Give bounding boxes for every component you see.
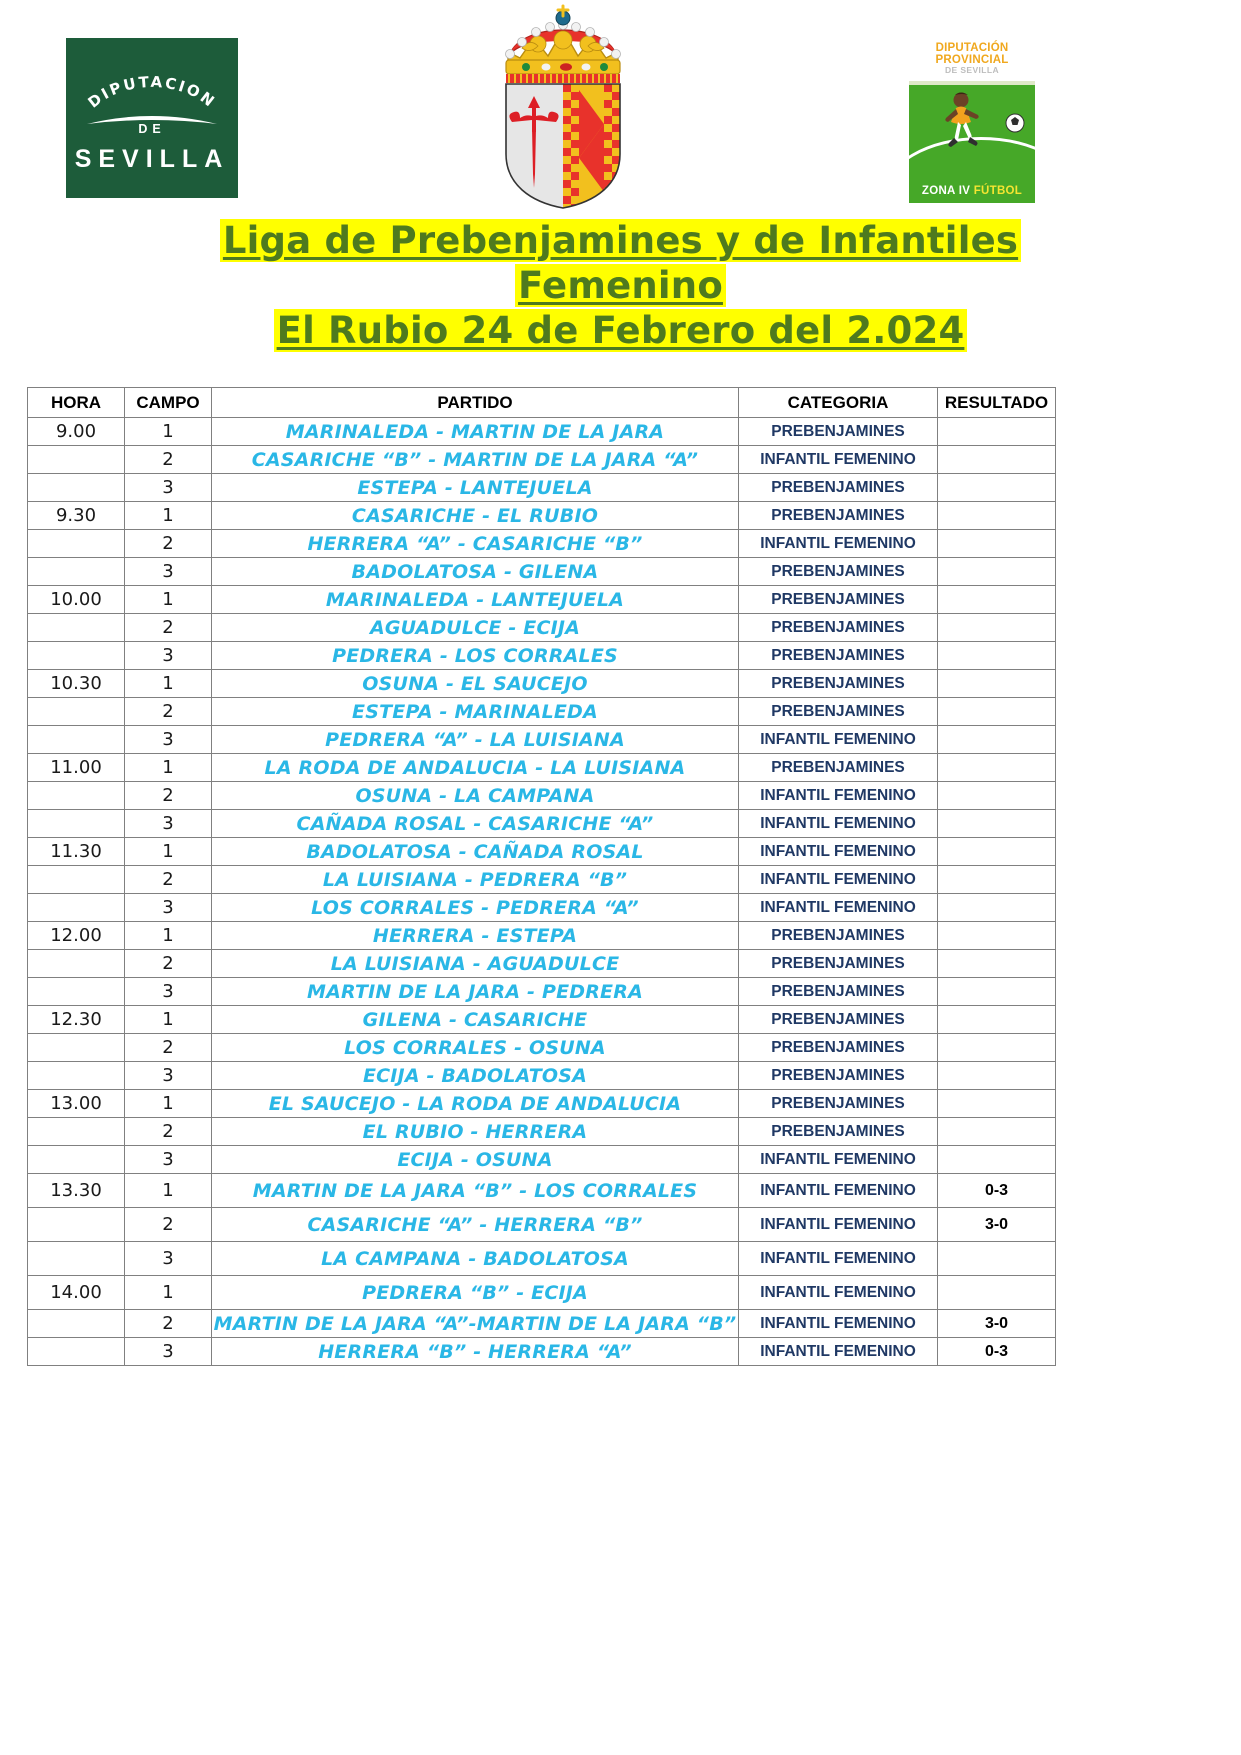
cell-hora bbox=[28, 894, 125, 922]
cell-partido: AGUADULCE - ECIJA bbox=[212, 614, 739, 642]
cell-resultado bbox=[938, 614, 1056, 642]
zona-header-text bbox=[898, 42, 1046, 75]
table-row bbox=[28, 838, 1056, 866]
table-row bbox=[28, 446, 1056, 474]
cell-categoria: PREBENJAMINES bbox=[739, 670, 938, 698]
title-line-1 bbox=[0, 218, 1241, 263]
cell-partido: ESTEPA - MARINALEDA bbox=[212, 698, 739, 726]
cell-hora bbox=[28, 810, 125, 838]
cell-campo: 3 bbox=[125, 1062, 212, 1090]
header-logos bbox=[0, 0, 1241, 212]
table-row bbox=[28, 978, 1056, 1006]
cell-campo: 1 bbox=[125, 1006, 212, 1034]
cell-partido: LA CAMPANA - BADOLATOSA bbox=[212, 1242, 739, 1276]
cell-partido: LOS CORRALES - PEDRERA “A” bbox=[212, 894, 739, 922]
cell-resultado bbox=[938, 1006, 1056, 1034]
table-row bbox=[28, 1242, 1056, 1276]
cell-categoria: INFANTIL FEMENINO bbox=[739, 726, 938, 754]
cell-campo: 1 bbox=[125, 670, 212, 698]
cell-campo: 3 bbox=[125, 1242, 212, 1276]
cell-partido: MARTIN DE LA JARA “B” - LOS CORRALES bbox=[212, 1174, 739, 1208]
player-icon bbox=[935, 91, 993, 153]
cell-hora bbox=[28, 726, 125, 754]
cell-campo: 3 bbox=[125, 474, 212, 502]
zona-iv-futbol-logo bbox=[898, 42, 1046, 200]
cell-campo: 2 bbox=[125, 950, 212, 978]
cell-categoria: PREBENJAMINES bbox=[739, 754, 938, 782]
cell-resultado bbox=[938, 838, 1056, 866]
column-header-hora: HORA bbox=[28, 388, 125, 418]
cell-hora: 10.00 bbox=[28, 586, 125, 614]
cell-hora bbox=[28, 866, 125, 894]
table-row bbox=[28, 530, 1056, 558]
cell-hora: 10.30 bbox=[28, 670, 125, 698]
cell-partido: LA LUISIANA - PEDRERA “B” bbox=[212, 866, 739, 894]
table-row bbox=[28, 1310, 1056, 1338]
cell-categoria: INFANTIL FEMENINO bbox=[739, 894, 938, 922]
cell-campo: 3 bbox=[125, 558, 212, 586]
table-row bbox=[28, 1034, 1056, 1062]
cell-categoria: PREBENJAMINES bbox=[739, 1090, 938, 1118]
cell-resultado bbox=[938, 726, 1056, 754]
table-row bbox=[28, 810, 1056, 838]
cell-hora bbox=[28, 474, 125, 502]
cell-resultado bbox=[938, 1062, 1056, 1090]
cell-resultado bbox=[938, 474, 1056, 502]
cell-resultado bbox=[938, 1146, 1056, 1174]
cell-partido: ECIJA - OSUNA bbox=[212, 1146, 739, 1174]
cell-resultado bbox=[938, 1090, 1056, 1118]
cell-partido: MARTIN DE LA JARA - PEDRERA bbox=[212, 978, 739, 1006]
cell-partido: LA LUISIANA - AGUADULCE bbox=[212, 950, 739, 978]
cell-hora: 12.00 bbox=[28, 922, 125, 950]
cell-partido: OSUNA - LA CAMPANA bbox=[212, 782, 739, 810]
cell-partido: CASARICHE “B” - MARTIN DE LA JARA “A” bbox=[212, 446, 739, 474]
cell-partido: ECIJA - BADOLATOSA bbox=[212, 1062, 739, 1090]
table-row bbox=[28, 866, 1056, 894]
cell-resultado bbox=[938, 978, 1056, 1006]
table-row bbox=[28, 1338, 1056, 1366]
cell-resultado bbox=[938, 1034, 1056, 1062]
cell-campo: 2 bbox=[125, 1310, 212, 1338]
cell-hora: 9.00 bbox=[28, 418, 125, 446]
table-row bbox=[28, 1146, 1056, 1174]
cell-categoria: PREBENJAMINES bbox=[739, 1118, 938, 1146]
cell-categoria: PREBENJAMINES bbox=[739, 418, 938, 446]
cell-campo: 3 bbox=[125, 1338, 212, 1366]
table-row bbox=[28, 474, 1056, 502]
cell-hora: 14.00 bbox=[28, 1276, 125, 1310]
cell-categoria: INFANTIL FEMENINO bbox=[739, 1276, 938, 1310]
table-row bbox=[28, 586, 1056, 614]
cell-hora bbox=[28, 950, 125, 978]
cell-campo: 1 bbox=[125, 502, 212, 530]
cell-campo: 2 bbox=[125, 614, 212, 642]
cell-categoria: INFANTIL FEMENINO bbox=[739, 1208, 938, 1242]
cell-resultado bbox=[938, 810, 1056, 838]
cell-resultado bbox=[938, 446, 1056, 474]
cell-resultado bbox=[938, 1276, 1056, 1310]
cell-categoria: PREBENJAMINES bbox=[739, 614, 938, 642]
cell-campo: 1 bbox=[125, 1174, 212, 1208]
cell-categoria: INFANTIL FEMENINO bbox=[739, 866, 938, 894]
table-row bbox=[28, 502, 1056, 530]
cell-categoria: PREBENJAMINES bbox=[739, 1062, 938, 1090]
cell-resultado bbox=[938, 418, 1056, 446]
coat-of-arms-icon bbox=[478, 4, 648, 210]
cell-partido: HERRERA “B” - HERRERA “A” bbox=[212, 1338, 739, 1366]
table-row bbox=[28, 894, 1056, 922]
title-line-2-text: Femenino bbox=[515, 264, 726, 307]
cell-categoria: PREBENJAMINES bbox=[739, 474, 938, 502]
cell-hora bbox=[28, 446, 125, 474]
cell-hora bbox=[28, 1062, 125, 1090]
cell-categoria: INFANTIL FEMENINO bbox=[739, 446, 938, 474]
cell-categoria: INFANTIL FEMENINO bbox=[739, 810, 938, 838]
table-body bbox=[28, 418, 1056, 1366]
cell-partido: GILENA - CASARICHE bbox=[212, 1006, 739, 1034]
cell-resultado bbox=[938, 530, 1056, 558]
cell-campo: 2 bbox=[125, 866, 212, 894]
column-header-campo: CAMPO bbox=[125, 388, 212, 418]
cell-campo: 3 bbox=[125, 726, 212, 754]
cell-partido: EL RUBIO - HERRERA bbox=[212, 1118, 739, 1146]
cell-hora bbox=[28, 978, 125, 1006]
cell-hora bbox=[28, 642, 125, 670]
cell-campo: 3 bbox=[125, 642, 212, 670]
cell-resultado bbox=[938, 642, 1056, 670]
cell-partido: MARINALEDA - MARTIN DE LA JARA bbox=[212, 418, 739, 446]
cell-resultado bbox=[938, 698, 1056, 726]
title-line-3-text: El Rubio 24 de Febrero del 2.024 bbox=[274, 309, 968, 352]
cell-categoria: PREBENJAMINES bbox=[739, 698, 938, 726]
soccer-ball-icon bbox=[1005, 113, 1025, 133]
cell-partido: LOS CORRALES - OSUNA bbox=[212, 1034, 739, 1062]
cell-partido: OSUNA - EL SAUCEJO bbox=[212, 670, 739, 698]
cell-campo: 3 bbox=[125, 978, 212, 1006]
cell-resultado: 0-3 bbox=[938, 1338, 1056, 1366]
cell-categoria: PREBENJAMINES bbox=[739, 922, 938, 950]
cell-hora bbox=[28, 1034, 125, 1062]
table-row bbox=[28, 614, 1056, 642]
cell-categoria: INFANTIL FEMENINO bbox=[739, 1310, 938, 1338]
cell-categoria: PREBENJAMINES bbox=[739, 642, 938, 670]
table-row bbox=[28, 1062, 1056, 1090]
table-row bbox=[28, 754, 1056, 782]
cell-categoria: PREBENJAMINES bbox=[739, 502, 938, 530]
cell-hora bbox=[28, 1310, 125, 1338]
cell-resultado bbox=[938, 754, 1056, 782]
cell-resultado bbox=[938, 586, 1056, 614]
cell-campo: 1 bbox=[125, 922, 212, 950]
title-line-3 bbox=[0, 308, 1241, 353]
cell-resultado bbox=[938, 950, 1056, 978]
cell-partido: EL SAUCEJO - LA RODA DE ANDALUCIA bbox=[212, 1090, 739, 1118]
table-row bbox=[28, 950, 1056, 978]
zona-sevilla-label: DE SEVILLA bbox=[944, 65, 1000, 76]
cell-campo: 1 bbox=[125, 586, 212, 614]
cell-hora bbox=[28, 530, 125, 558]
cell-categoria: PREBENJAMINES bbox=[739, 950, 938, 978]
cell-campo: 2 bbox=[125, 1118, 212, 1146]
cell-partido: MARINALEDA - LANTEJUELA bbox=[212, 586, 739, 614]
table-row bbox=[28, 922, 1056, 950]
cell-partido: CASARICHE “A” - HERRERA “B” bbox=[212, 1208, 739, 1242]
cell-hora bbox=[28, 698, 125, 726]
cell-hora bbox=[28, 1208, 125, 1242]
table-row bbox=[28, 698, 1056, 726]
cell-hora: 11.30 bbox=[28, 838, 125, 866]
cell-hora bbox=[28, 1146, 125, 1174]
cell-categoria: PREBENJAMINES bbox=[739, 586, 938, 614]
zona-diputacion-label: DIPUTACIÓN PROVINCIAL bbox=[935, 42, 1009, 67]
cell-partido: CAÑADA ROSAL - CASARICHE “A” bbox=[212, 810, 739, 838]
cell-partido: MARTIN DE LA JARA “A”-MARTIN DE LA JARA “B” bbox=[212, 1310, 739, 1338]
cell-categoria: INFANTIL FEMENINO bbox=[739, 1242, 938, 1276]
cell-categoria: PREBENJAMINES bbox=[739, 558, 938, 586]
table-row bbox=[28, 726, 1056, 754]
column-header-partido: PARTIDO bbox=[212, 388, 739, 418]
cell-campo: 3 bbox=[125, 810, 212, 838]
cell-partido: HERRERA - ESTEPA bbox=[212, 922, 739, 950]
cell-campo: 2 bbox=[125, 1208, 212, 1242]
cell-partido: LA RODA DE ANDALUCIA - LA LUISIANA bbox=[212, 754, 739, 782]
diputacion-arc-text bbox=[77, 68, 227, 126]
diputacion-de-sevilla-logo bbox=[66, 38, 238, 198]
table-row bbox=[28, 782, 1056, 810]
table-row bbox=[28, 1208, 1056, 1242]
cell-hora: 12.30 bbox=[28, 1006, 125, 1034]
cell-campo: 1 bbox=[125, 1090, 212, 1118]
cell-campo: 1 bbox=[125, 1276, 212, 1310]
cell-partido: PEDRERA “A” - LA LUISIANA bbox=[212, 726, 739, 754]
table-row bbox=[28, 642, 1056, 670]
zona-field-graphic bbox=[909, 81, 1035, 203]
table-header-row bbox=[28, 388, 1056, 418]
cell-campo: 1 bbox=[125, 418, 212, 446]
cell-categoria: INFANTIL FEMENINO bbox=[739, 1174, 938, 1208]
cell-partido: HERRERA “A” - CASARICHE “B” bbox=[212, 530, 739, 558]
cell-categoria: INFANTIL FEMENINO bbox=[739, 1146, 938, 1174]
cell-campo: 2 bbox=[125, 446, 212, 474]
zona-label: ZONA IV bbox=[921, 185, 974, 198]
cell-resultado: 3-0 bbox=[938, 1310, 1056, 1338]
cell-partido: BADOLATOSA - CAÑADA ROSAL bbox=[212, 838, 739, 866]
table-row bbox=[28, 1118, 1056, 1146]
title-line-1-text: Liga de Prebenjamines y de Infantiles bbox=[220, 219, 1021, 262]
cell-campo: 1 bbox=[125, 754, 212, 782]
schedule-table bbox=[27, 387, 1056, 1366]
column-header-resultado: RESULTADO bbox=[938, 388, 1056, 418]
diputacion-sevilla-label: SEVILLA bbox=[74, 145, 230, 173]
cell-hora: 13.30 bbox=[28, 1174, 125, 1208]
column-header-categoria: CATEGORIA bbox=[739, 388, 938, 418]
table-row bbox=[28, 418, 1056, 446]
cell-categoria: INFANTIL FEMENINO bbox=[739, 838, 938, 866]
cell-hora bbox=[28, 558, 125, 586]
cell-campo: 2 bbox=[125, 698, 212, 726]
cell-hora bbox=[28, 1338, 125, 1366]
cell-hora bbox=[28, 782, 125, 810]
svg-text:DIPUTACION: DIPUTACION bbox=[84, 72, 220, 112]
cell-resultado bbox=[938, 1242, 1056, 1276]
futbol-label: FÚTBOL bbox=[973, 185, 1023, 198]
table-row bbox=[28, 558, 1056, 586]
cell-resultado bbox=[938, 866, 1056, 894]
page-title bbox=[0, 218, 1241, 353]
cell-resultado bbox=[938, 1118, 1056, 1146]
cell-categoria: PREBENJAMINES bbox=[739, 1034, 938, 1062]
schedule-table-wrapper bbox=[27, 387, 1055, 1366]
cell-hora bbox=[28, 614, 125, 642]
cell-resultado bbox=[938, 670, 1056, 698]
diputacion-de-label: DE bbox=[138, 122, 166, 136]
table-row bbox=[28, 1276, 1056, 1310]
cell-campo: 2 bbox=[125, 1034, 212, 1062]
table-row bbox=[28, 1090, 1056, 1118]
cell-partido: PEDRERA - LOS CORRALES bbox=[212, 642, 739, 670]
cell-hora: 9.30 bbox=[28, 502, 125, 530]
cell-resultado: 3-0 bbox=[938, 1208, 1056, 1242]
cell-hora: 13.00 bbox=[28, 1090, 125, 1118]
cell-hora bbox=[28, 1242, 125, 1276]
cell-resultado bbox=[938, 558, 1056, 586]
cell-resultado: 0-3 bbox=[938, 1174, 1056, 1208]
cell-resultado bbox=[938, 502, 1056, 530]
cell-categoria: INFANTIL FEMENINO bbox=[739, 1338, 938, 1366]
cell-resultado bbox=[938, 782, 1056, 810]
cell-partido: PEDRERA “B” - ECIJA bbox=[212, 1276, 739, 1310]
table-row bbox=[28, 1006, 1056, 1034]
cell-partido: BADOLATOSA - GILENA bbox=[212, 558, 739, 586]
cell-campo: 1 bbox=[125, 838, 212, 866]
title-line-2 bbox=[0, 263, 1241, 308]
cell-partido: CASARICHE - EL RUBIO bbox=[212, 502, 739, 530]
table-row bbox=[28, 1174, 1056, 1208]
cell-campo: 2 bbox=[125, 530, 212, 558]
cell-resultado bbox=[938, 894, 1056, 922]
cell-categoria: PREBENJAMINES bbox=[739, 978, 938, 1006]
cell-campo: 3 bbox=[125, 1146, 212, 1174]
cell-campo: 2 bbox=[125, 782, 212, 810]
cell-hora: 11.00 bbox=[28, 754, 125, 782]
cell-resultado bbox=[938, 922, 1056, 950]
cell-hora bbox=[28, 1118, 125, 1146]
cell-partido: ESTEPA - LANTEJUELA bbox=[212, 474, 739, 502]
cell-categoria: PREBENJAMINES bbox=[739, 1006, 938, 1034]
cell-campo: 3 bbox=[125, 894, 212, 922]
cell-categoria: INFANTIL FEMENINO bbox=[739, 530, 938, 558]
table-header bbox=[28, 388, 1056, 418]
table-row bbox=[28, 670, 1056, 698]
zona-bottom-label bbox=[909, 185, 1035, 197]
cell-categoria: INFANTIL FEMENINO bbox=[739, 782, 938, 810]
